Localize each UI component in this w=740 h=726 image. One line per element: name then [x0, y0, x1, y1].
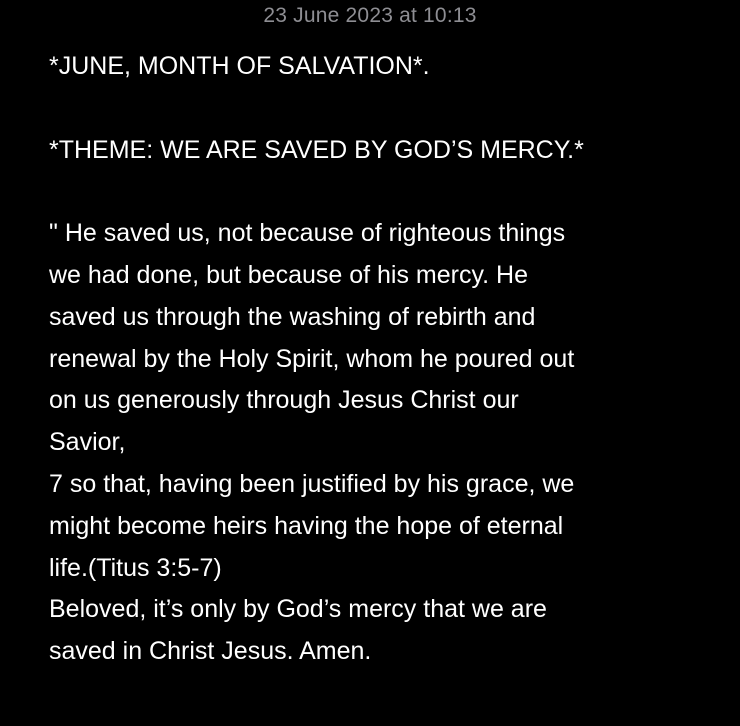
note-text-line: renewal by the Holy Spirit, whom he poured out	[49, 344, 575, 373]
note-text-line: saved us through the washing of rebirth and	[49, 302, 536, 331]
note-body[interactable]	[49, 46, 729, 673]
note-text-line: we had done, but because of his mercy. He	[49, 260, 528, 289]
note-text-line: life.(Titus 3:5-7)	[49, 553, 222, 582]
note-text-line: Savior,	[49, 428, 126, 457]
blank-line	[49, 171, 729, 213]
note-text-line: " He saved us, not because of righteous things	[49, 219, 566, 248]
note-text-line: might become heirs having the hope of eternal	[49, 511, 564, 540]
note-title-line: *JUNE, MONTH OF SALVATION*.	[49, 52, 430, 80]
note-text-line: on us generously through Jesus Christ our	[49, 386, 519, 415]
blank-line	[49, 88, 729, 130]
note-timestamp: 23 June 2023 at 10:13	[263, 4, 477, 27]
note-text-line: saved in Christ Jesus. Amen.	[49, 637, 372, 666]
note-text-line: Beloved, it’s only by God’s mercy that we are	[49, 595, 547, 624]
note-theme-line: *THEME: WE ARE SAVED BY GOD’S MERCY.*	[49, 135, 584, 164]
note-text-line: 7 so that, having been justified by his grace, we	[49, 469, 575, 498]
